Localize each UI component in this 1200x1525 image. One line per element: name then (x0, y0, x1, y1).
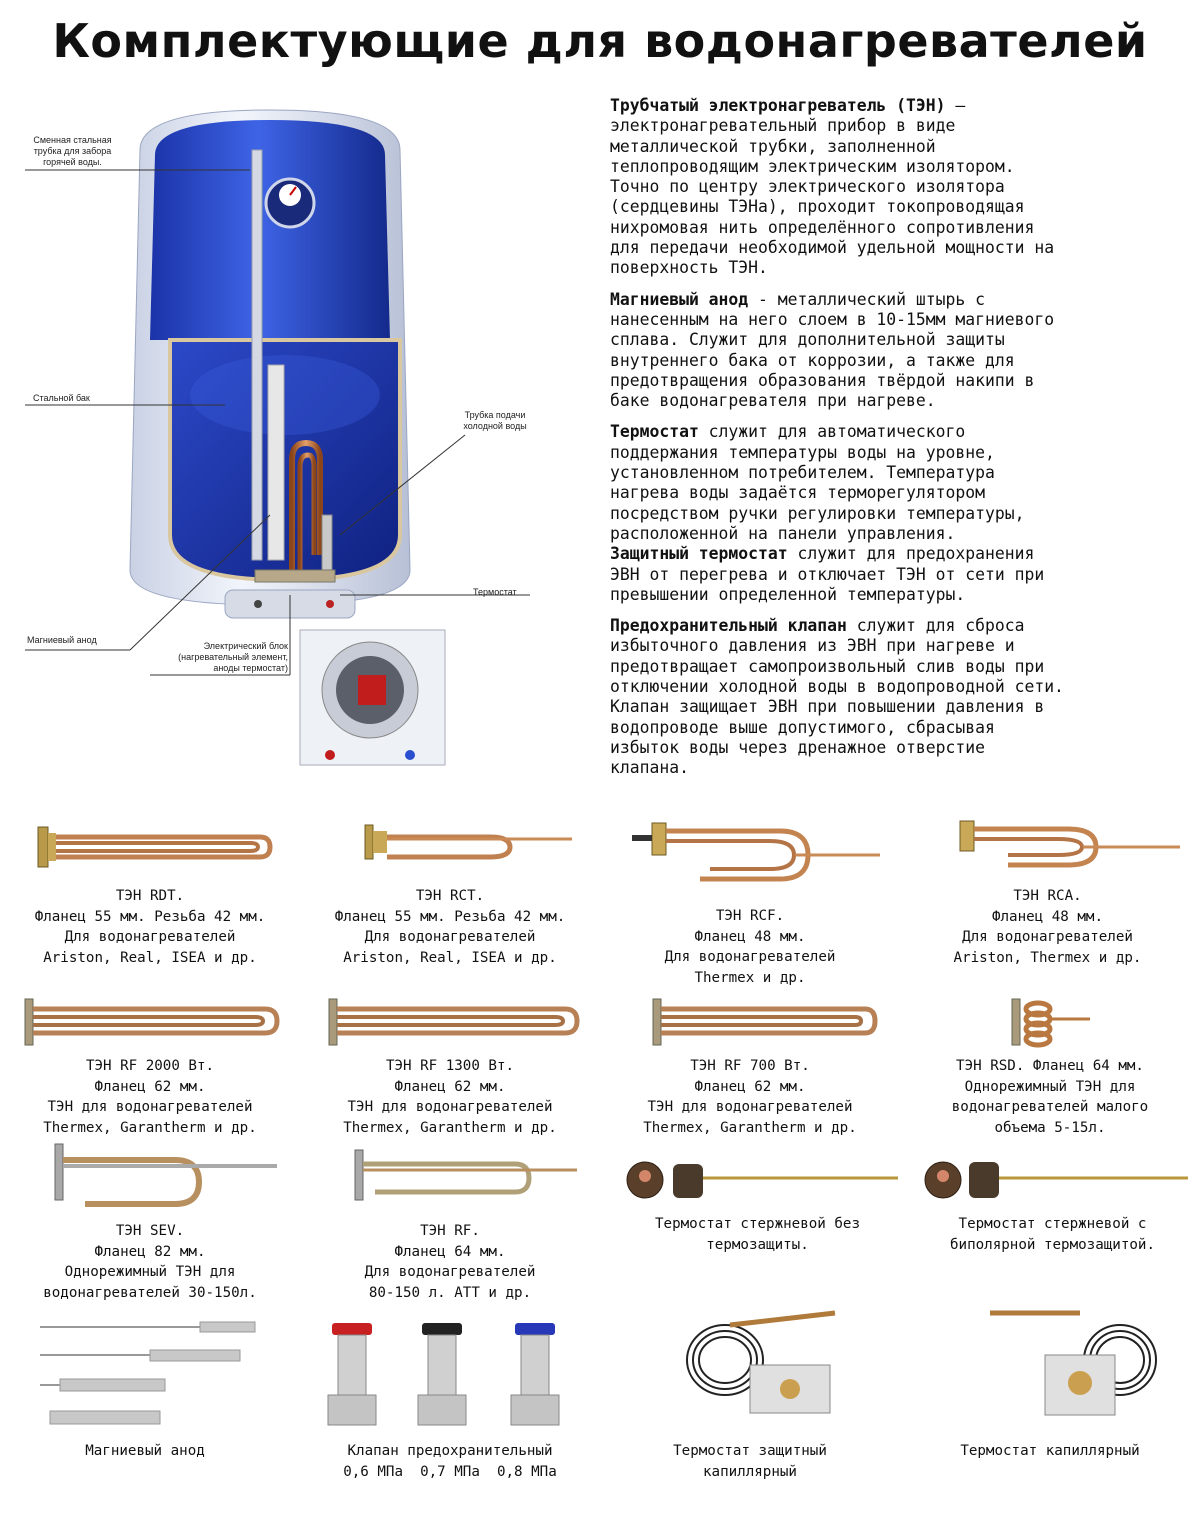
product-capillary-thermostat: Термостат капиллярный (900, 1305, 1200, 1462)
product-protective-capillary-thermostat: Термостат защитный капиллярный (600, 1305, 900, 1482)
desc-thermostat: Термостат служит для автоматического поддержания температуры воды на уровне, установленном потребителем. Температура нагрева воды задаётся терморегулятором посредством ручки регулировки температуры, расположенной на панели управления. (610, 422, 1025, 543)
description-text (610, 96, 1195, 790)
label-hot-water-tube: Сменная стальная трубка для забора горячей воды. (33, 135, 112, 167)
heating-element-image (315, 995, 585, 1050)
label-cold-water-tube: Трубка подачи холодной воды (463, 410, 527, 431)
heating-element-image (15, 995, 285, 1050)
label-electric-block: Электрический блок (нагревательный элемент, аноды термостат) (178, 641, 288, 673)
heating-element-image (20, 815, 280, 880)
rod-thermostat-image (913, 1140, 1193, 1208)
rod-thermostat-image (613, 1140, 903, 1208)
product-ten-rdt: ТЭН RDT. Фланец 55 мм. Резьба 42 мм. Для водонагревателей Ariston, Real, ISEA и др. (0, 815, 300, 968)
product-ten-rf-700: ТЭН RF 700 Вт. Фланец 62 мм. ТЭН для водонагревателей Thermex, Garantherm и др. (600, 995, 900, 1138)
product-ten-rf-64: ТЭН RF. Фланец 64 мм. Для водонагревателей 80-150 л. ATT и др. (300, 1140, 600, 1303)
water-heater-diagram (0, 95, 600, 795)
desc-heating-element: Трубчатый электронагреватель (ТЭН) — электронагревательный прибор в виде металлической трубки, заполненной теплопроводящим электрическим изолятором. Точно по центру электрического изолятора (сердцевины ТЭНа), проходит токопроводящая нихромовая нить определённого сопротивления для передачи необходимой удельной мощности на поверхность ТЭН. (610, 96, 1055, 278)
heating-element-image (15, 1140, 285, 1215)
desc-safety-valve: Предохранительный клапан служит для сброса избыточного давления из ЭВН при нагреве и предотвращает самопроизвольный слив воды при отключении холодной воды в водопроводной сети. Клапан защищает ЭВН при повышении давления в водопроводе выше допустимого, сбрасывая избыток воды через дренажное отверстие клапана. (610, 616, 1064, 778)
product-magnesium-anode: Магниевый анод (0, 1305, 290, 1462)
desc-magnesium-anode: Магниевый анод - металлический штырь с нанесенным на него слоем в 10-15мм магниевого сплава. Служит для дополнительной защиты внутреннего бака от коррозии, а также для предотвращения образования твёрдой накипи в баке водонагревателя при нагреве. (610, 289, 1055, 411)
product-rod-thermostat-bipolar: Термостат стержневой с биполярной термозащитой. (905, 1140, 1200, 1255)
product-ten-rca: ТЭН RCA. Фланец 48 мм. Для водонагревателей Ariston, Thermex и др. (895, 815, 1200, 968)
safety-valves-image (310, 1305, 590, 1435)
label-magnesium-anode: Магниевый анод (27, 635, 97, 645)
product-ten-rcf: ТЭН RCF. Фланец 48 мм. Для водонагревателей Thermex и др. (600, 815, 900, 988)
heating-element-image (615, 995, 885, 1050)
heating-element-image (908, 815, 1188, 880)
product-ten-rsd: ТЭН RSD. Фланец 64 мм. Однорежимный ТЭН для водонагревателей малого объема 5-15л. (900, 995, 1200, 1138)
product-ten-sev: ТЭН SEV. Фланец 82 мм. Однорежимный ТЭН для водонагревателей 30-150л. (0, 1140, 300, 1303)
label-steel-tank: Стальной бак (33, 393, 90, 403)
heating-element-image (610, 815, 890, 900)
heating-element-image (320, 815, 580, 880)
product-ten-rf-1300: ТЭН RF 1300 Вт. Фланец 62 мм. ТЭН для водонагревателей Thermex, Garantherm и др. (300, 995, 600, 1138)
product-ten-rf-2000: ТЭН RF 2000 Вт. Фланец 62 мм. ТЭН для водонагревателей Thermex, Garantherm и др. (0, 995, 300, 1138)
desc-protective-thermostat: Защитный термостат служит для предохранения ЭВН от перегрева и отключает ТЭН от сети при превышении определенной температуры. (610, 544, 1045, 604)
product-ten-rct: ТЭН RCT. Фланец 55 мм. Резьба 42 мм. Для водонагревателей Ariston, Real, ISEA и др. (300, 815, 600, 968)
magnesium-anode-image (20, 1305, 270, 1435)
capillary-thermostat-image (630, 1305, 870, 1435)
label-thermostat: Термостат (473, 587, 517, 597)
heating-element-image (950, 995, 1150, 1050)
product-rod-thermostat: Термостат стержневой без термозащиты. (600, 1140, 915, 1255)
page-title: Комплектующие для водонагревателей (52, 14, 1148, 68)
product-safety-valve: Клапан предохранительный 0,6 МПа 0,7 МПа 0,8 МПа (300, 1305, 600, 1482)
water-heater-illustration (0, 95, 600, 795)
capillary-thermostat-image (930, 1305, 1170, 1435)
heating-element-image (315, 1140, 585, 1215)
